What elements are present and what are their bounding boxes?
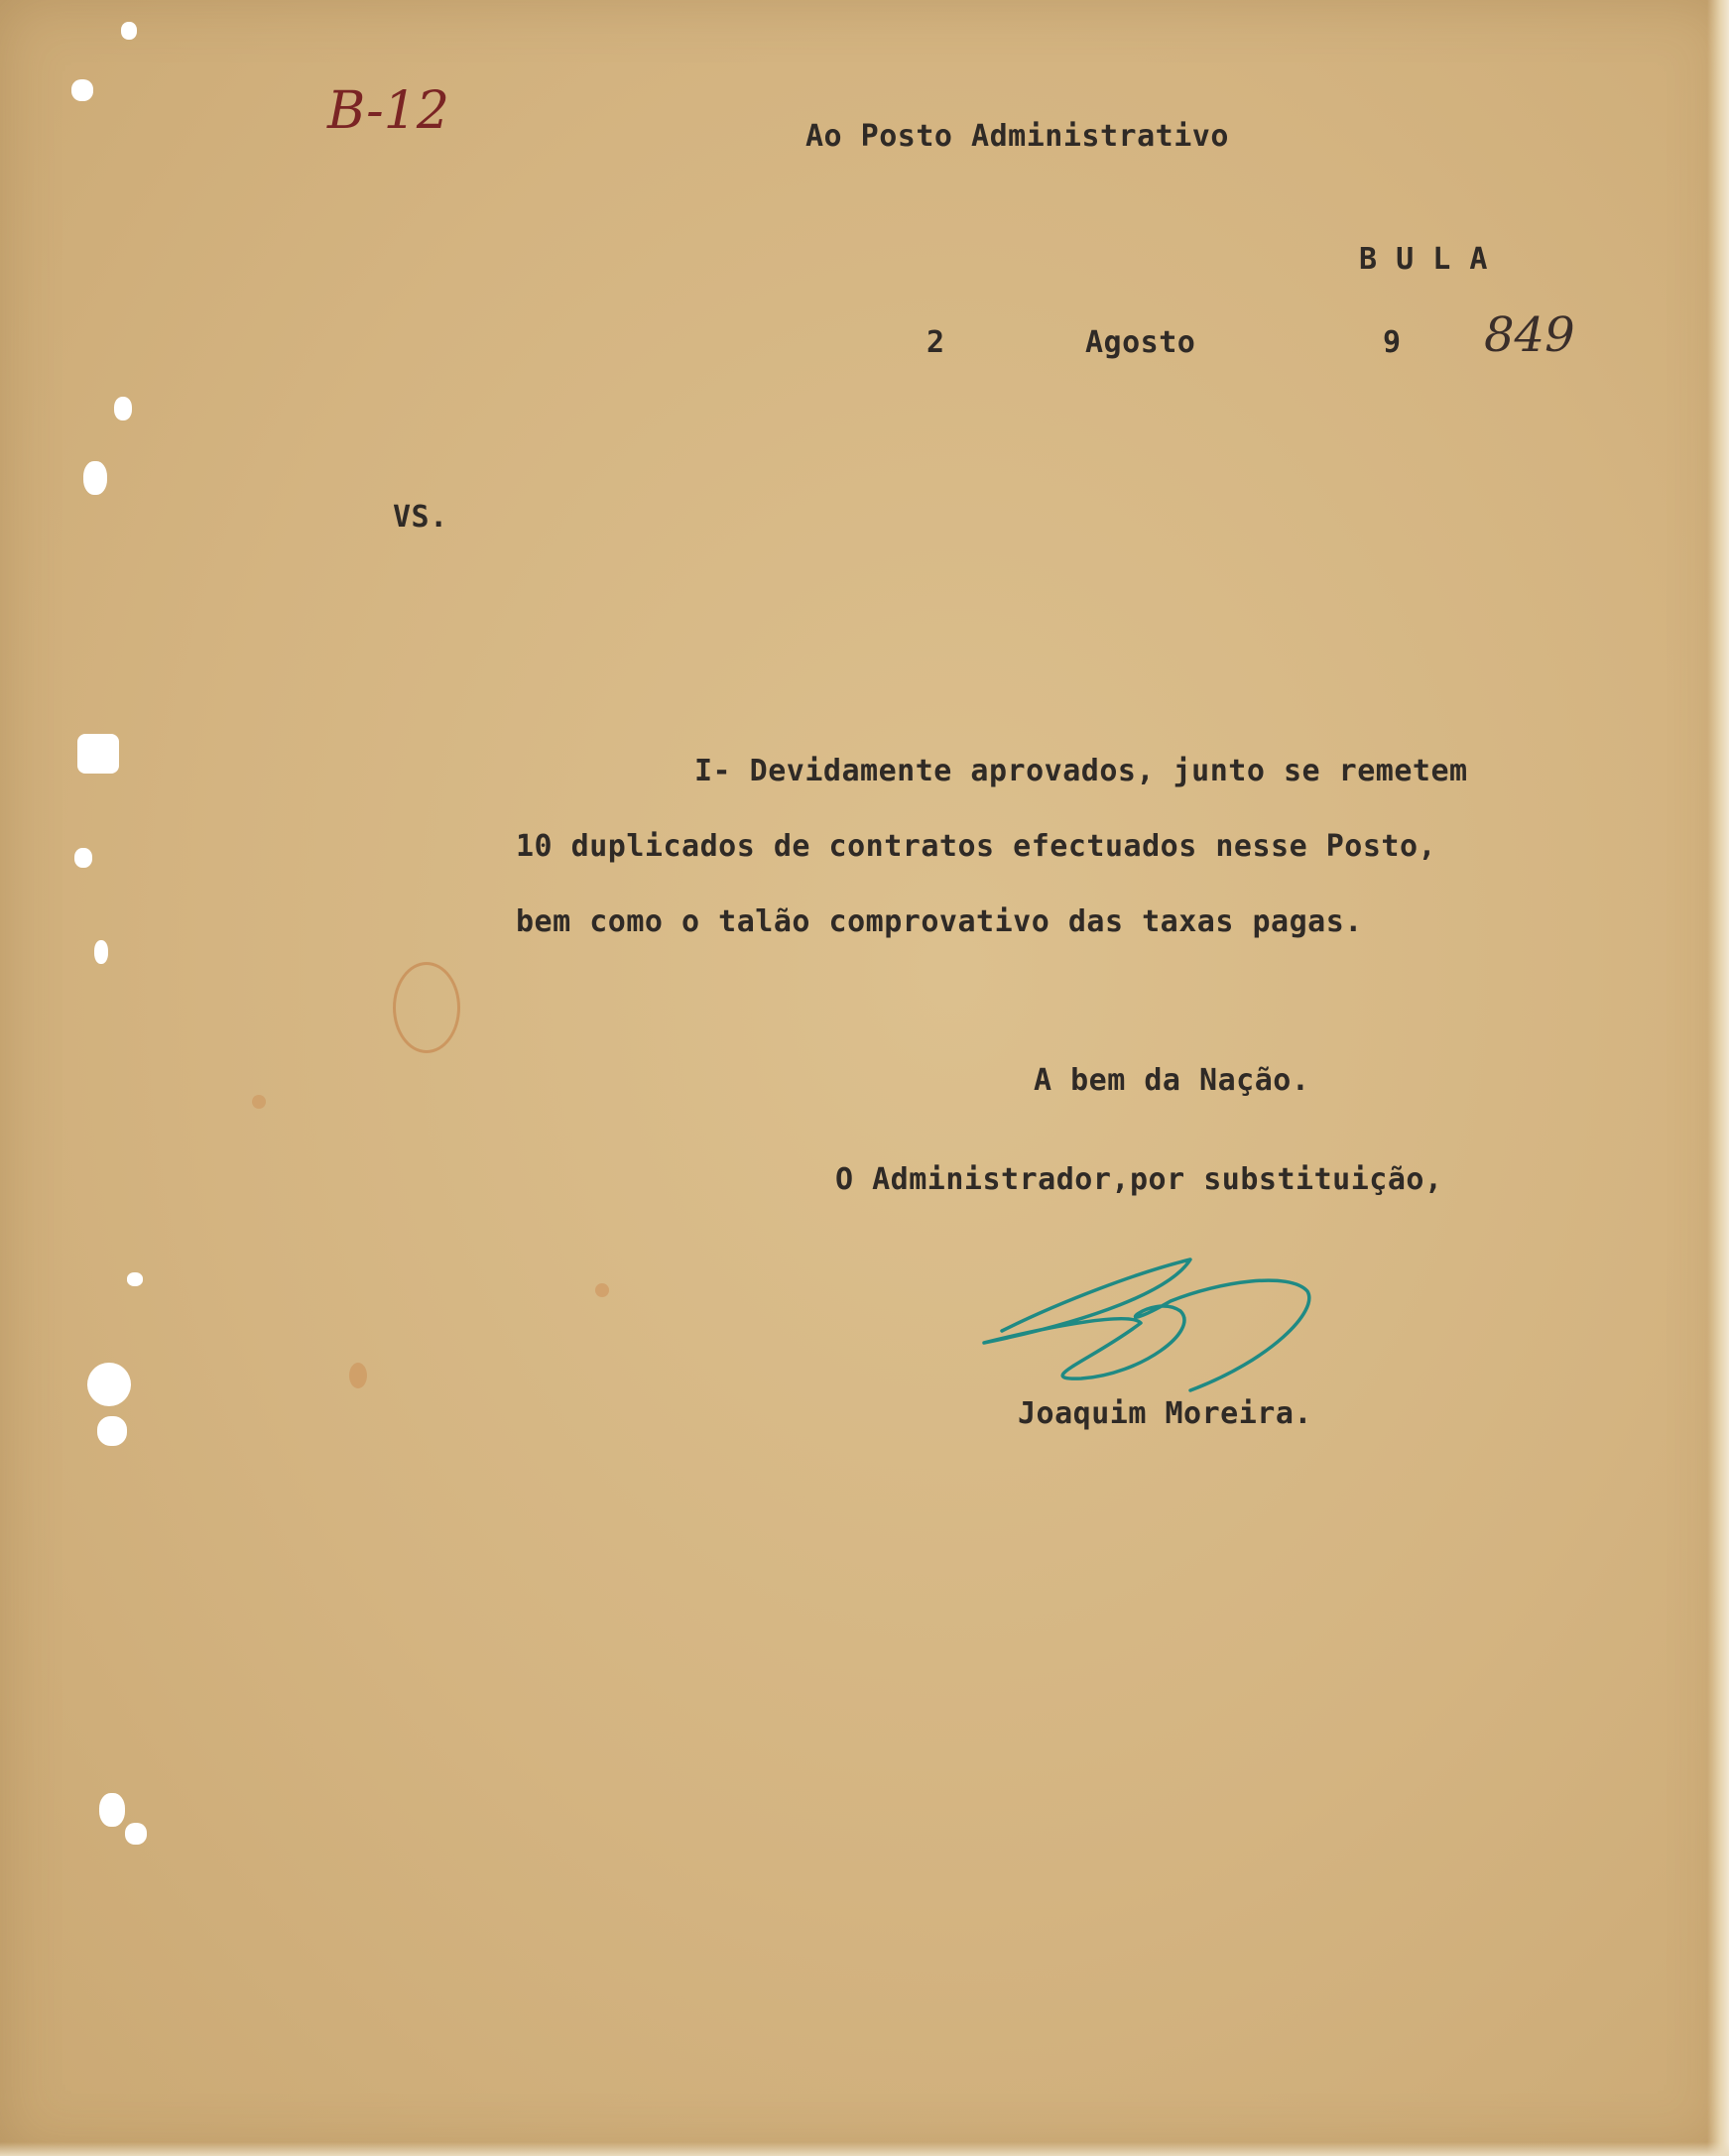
date-year-typed: 9	[1383, 325, 1402, 360]
date-year-handwritten: 849	[1484, 307, 1575, 363]
salutation: VS.	[393, 500, 448, 535]
page-edge	[1707, 0, 1729, 2156]
punch-hole	[127, 1272, 143, 1286]
body-line: I- Devidamente aprovados, junto se remetem	[694, 754, 1468, 788]
date-month: Agosto	[1085, 325, 1196, 360]
stain-spot	[349, 1363, 367, 1388]
location-line: B U L A	[1359, 242, 1488, 277]
stain-ring	[393, 962, 460, 1053]
punch-hole	[71, 79, 93, 101]
punch-hole	[74, 848, 92, 868]
punch-hole	[121, 22, 137, 40]
signature	[972, 1252, 1349, 1420]
signatory-title: O Administrador,por substituição,	[835, 1162, 1443, 1197]
body-line: bem como o talão comprovativo das taxas pagas.	[516, 904, 1363, 939]
punch-hole	[87, 1363, 131, 1406]
punch-hole	[125, 1823, 147, 1845]
punch-hole	[99, 1793, 125, 1827]
page-edge	[0, 2142, 1729, 2156]
punch-hole	[97, 1416, 127, 1446]
punch-hole	[83, 461, 107, 495]
closing-line: A bem da Nação.	[1034, 1063, 1310, 1098]
punch-hole	[114, 397, 132, 420]
punch-hole	[94, 940, 108, 964]
punch-hole	[77, 734, 119, 774]
stain-spot	[595, 1283, 609, 1297]
addressee-line: Ao Posto Administrativo	[805, 119, 1229, 154]
body-line: 10 duplicados de contratos efectuados nesse Posto,	[516, 829, 1437, 864]
archive-reference: B-12	[327, 81, 449, 141]
signatory-name: Joaquim Moreira.	[1018, 1396, 1312, 1431]
date-day: 2	[926, 325, 945, 360]
stain-spot	[252, 1095, 266, 1109]
